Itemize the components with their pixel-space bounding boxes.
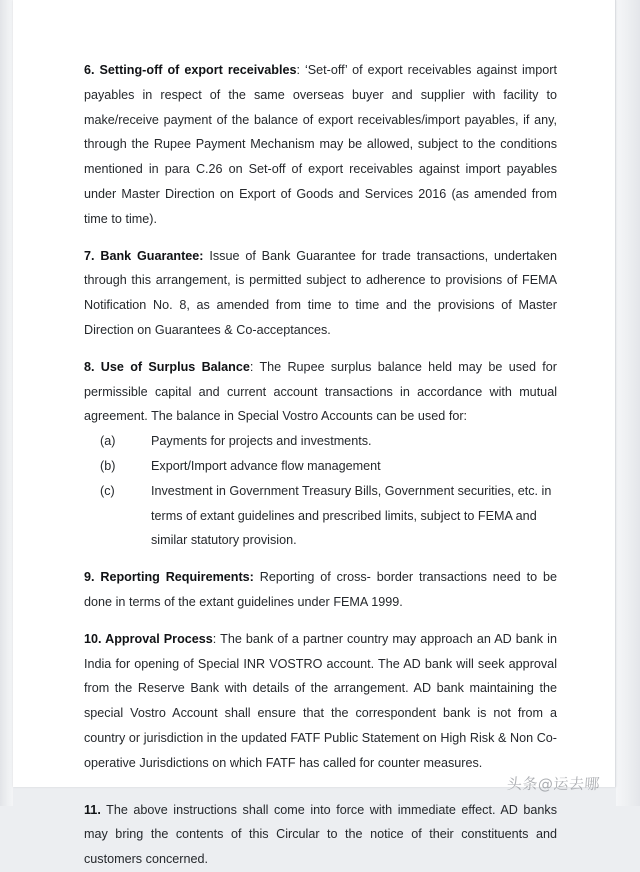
paragraph-9-heading: 9. Reporting Requirements: <box>84 570 254 585</box>
paragraph-7-body: Issue of Bank Guarantee for trade transactions, undertaken through this arrangement, is permitted subject to adherence to provisions of FEMA Notification No. 8, as amended from time to time and the provisions of Master Direction on Guarantees & Co-acceptances. <box>84 248 557 337</box>
paragraph-6 <box>84 58 557 232</box>
paragraph-10-body: : The bank of a partner country may approach an AD bank in India for opening of Special INR VOSTRO account. The AD bank will seek approval from the Reserve Bank with details of the arrangement. AD bank maintaining the special Vostro Account shall ensure that the correspondent bank is not from a country or jurisdiction in the updated FATF Public Statement on High Risk & Non Co-operative Jurisdictions on which FATF has called for counter measures. <box>84 631 557 770</box>
surplus-balance-uses-list <box>84 429 557 553</box>
paragraph-8 <box>84 355 557 429</box>
paragraph-6-body: : ‘Set-off’ of export receivables against import payables in respect of the same overseas buyer and supplier with facility to make/receive payment of the balance of export receivables/import payables, if any, through the Rupee Payment Mechanism may be allowed, subject to the conditions mentioned in para C.26 on Set-off of export receivables against import payables under Master Direction on Export of Goods and Services 2016 (as amended from time to time). <box>84 63 557 226</box>
paragraph-9-body: Reporting of cross- border transactions need to be done in terms of the extant guidelines under FEMA 1999. <box>84 570 558 609</box>
paragraph-8-body: : The Rupee surplus balance held may be used for permissible capital and current account transactions in accordance with mutual agreement. The balance in Special Vostro Accounts can be used for: <box>84 359 557 424</box>
paragraph-7 <box>84 244 557 343</box>
viewer-right-margin <box>616 0 640 806</box>
list-item-marker: (c) <box>100 483 115 498</box>
watermark: 头条@运去哪 <box>506 775 601 793</box>
page-content <box>84 58 557 872</box>
list-item <box>100 454 557 479</box>
list-item-marker: (a) <box>100 434 116 449</box>
paragraph-11-heading: 11. <box>84 802 101 817</box>
paragraph-10-heading: 10. Approval Process <box>84 631 213 646</box>
paragraph-7-heading: 7. Bank Guarantee: <box>84 248 204 263</box>
list-item-text: Investment in Government Treasury Bills, Government securities, etc. in terms of extant guidelines and prescribed limits, subject to FEMA and similar statutory provision. <box>151 483 552 548</box>
list-item-marker: (b) <box>100 458 116 473</box>
paragraph-6-heading: 6. Setting-off of export receivables <box>84 63 297 77</box>
list-item-text: Export/Import advance flow management <box>151 458 381 473</box>
paragraph-11-body: The above instructions shall come into force with immediate effect. AD banks may bring the contents of this Circular to the notice of their constituents and customers concerned. <box>84 802 557 867</box>
list-item-text: Payments for projects and investments. <box>151 434 372 449</box>
list-item <box>100 429 557 454</box>
viewer-left-margin <box>0 0 13 806</box>
paragraph-9 <box>84 565 557 615</box>
paragraph-10 <box>84 627 557 776</box>
paragraph-8-heading: 8. Use of Surplus Balance <box>84 359 250 374</box>
scanned-page <box>13 0 616 867</box>
paragraph-11 <box>84 798 557 872</box>
list-item <box>100 479 557 553</box>
